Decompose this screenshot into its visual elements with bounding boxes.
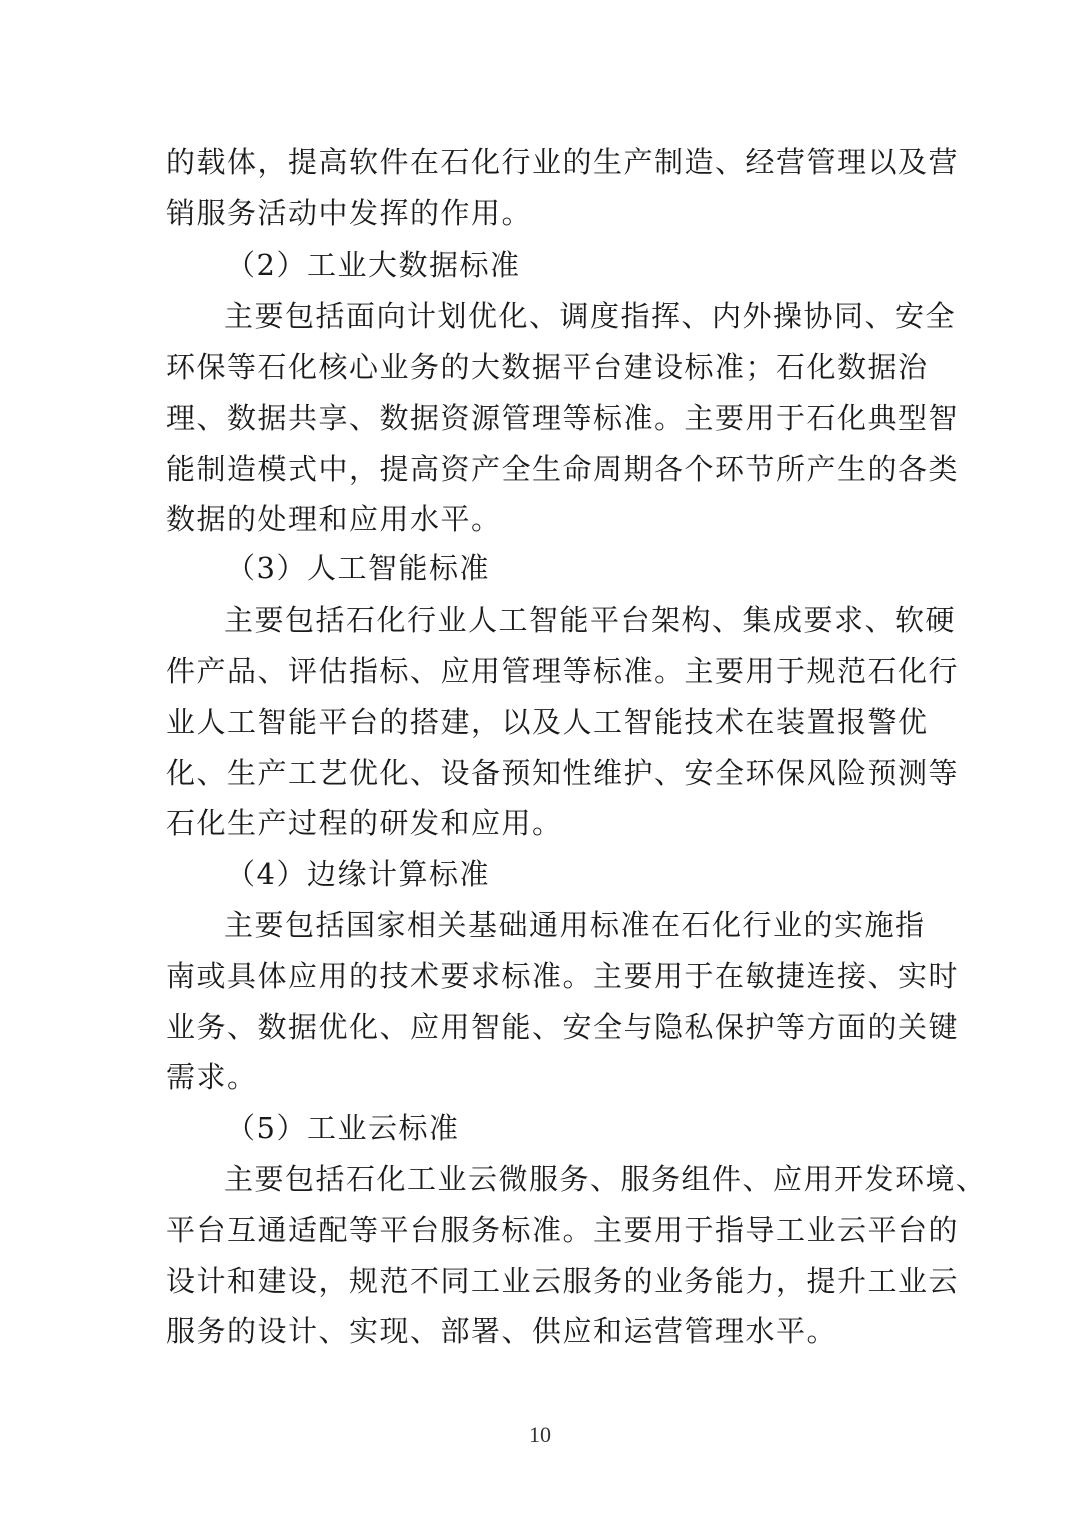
body-line: 件产品、评估指标、应用管理等标准。主要用于规范石化行: [166, 654, 960, 688]
body-line: 主要包括面向计划优化、调度指挥、内外操协同、安全: [224, 299, 957, 333]
body-line: 服务的设计、实现、部署、供应和运营管理水平。: [166, 1314, 838, 1348]
body-line: 销服务活动中发挥的作用。: [166, 196, 533, 230]
body-line: 南或具体应用的技术要求标准。主要用于在敏捷连接、实时: [166, 959, 960, 993]
body-line: 化、生产工艺优化、设备预知性维护、安全环保风险预测等: [166, 756, 960, 790]
body-line: 平台互通适配等平台服务标准。主要用于指导工业云平台的: [166, 1213, 960, 1247]
body-line: 业务、数据优化、应用智能、安全与隐私保护等方面的关键: [166, 1010, 960, 1044]
body-line: 理、数据共享、数据资源管理等标准。主要用于石化典型智: [166, 401, 960, 435]
body-line: 需求。: [166, 1060, 258, 1094]
page-number: 10: [529, 1422, 551, 1447]
body-line: 业人工智能平台的搭建，以及人工智能技术在装置报警优: [166, 705, 929, 739]
body-line: 设计和建设，规范不同工业云服务的业务能力，提升工业云: [166, 1264, 960, 1298]
body-line: 能制造模式中，提高资产全生命周期各个环节所产生的各类: [166, 452, 960, 486]
body-line: 主要包括石化行业人工智能平台架构、集成要求、软硬: [224, 603, 957, 637]
section-heading-5: （5）工业云标准: [226, 1111, 460, 1145]
section-heading-4: （4）边缘计算标准: [226, 857, 490, 891]
body-line: 数据的处理和应用水平。: [166, 502, 502, 536]
body-line: 的载体，提高软件在石化行业的生产制造、经营管理以及营: [166, 145, 960, 179]
section-heading-2: （2）工业大数据标准: [226, 248, 521, 282]
body-line: 主要包括石化工业云微服务、服务组件、应用开发环境、: [224, 1162, 987, 1196]
section-heading-3: （3）人工智能标准: [226, 551, 490, 585]
body-line: 石化生产过程的研发和应用。: [166, 806, 563, 840]
body-line: 主要包括国家相关基础通用标准在石化行业的实施指: [224, 908, 926, 942]
body-line: 环保等石化核心业务的大数据平台建设标准；石化数据治: [166, 350, 929, 384]
